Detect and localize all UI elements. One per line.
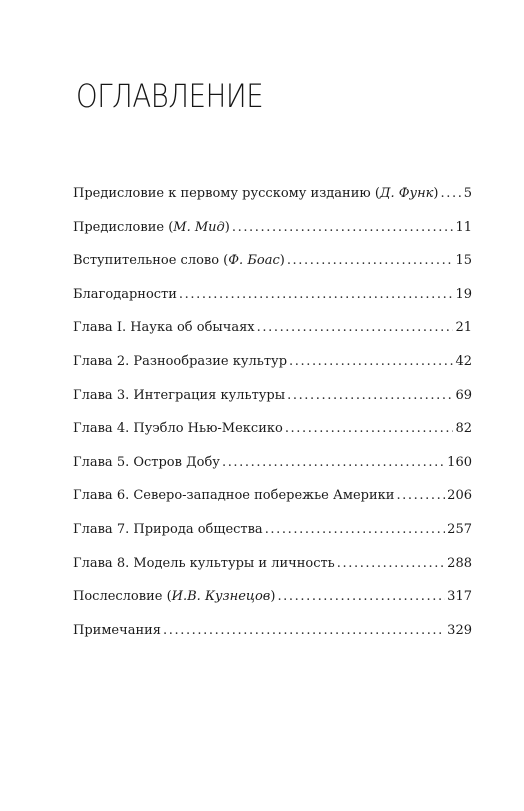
toc-title-text: Послесловие ( [73, 589, 172, 605]
toc-title-text: Вступительное слово ( [73, 253, 229, 269]
toc-author: И.В. Кузнецов [171, 589, 271, 605]
toc-entry-acknowledgements [73, 285, 472, 319]
toc-page-number: 19 [455, 286, 472, 302]
toc-entry-title [73, 218, 230, 238]
dot-leader [287, 251, 454, 271]
toc-title-suffix: ) [279, 253, 285, 269]
dot-leader [222, 453, 445, 473]
toc-page-number: 5 [463, 186, 472, 201]
toc-page-number: 206 [447, 488, 472, 504]
toc-title-text: Предисловие к первому русскому изданию ( [73, 186, 380, 201]
toc-entry-chapter-5 [73, 453, 472, 487]
toc-entry-title [73, 621, 161, 641]
toc-page-number: 42 [455, 353, 472, 369]
toc-entry-foreword-first-russian-edition [73, 184, 472, 218]
toc-entry-title [73, 486, 394, 506]
dot-leader [337, 554, 445, 574]
table-of-contents [73, 184, 472, 654]
toc-entry-chapter-7 [73, 520, 472, 554]
toc-title-text: Примечания [73, 622, 162, 638]
toc-entry-title [73, 184, 439, 204]
toc-entry-chapter-8 [73, 554, 472, 588]
toc-title-text: Глава 4. Пуэбло Нью-Мексико [73, 421, 283, 437]
toc-title-suffix: ) [433, 186, 439, 201]
toc-page-number: 11 [455, 219, 472, 235]
toc-page-number: 288 [447, 555, 472, 571]
toc-entry-title [73, 520, 263, 540]
toc-entry-title [73, 251, 285, 271]
dot-leader [277, 587, 445, 607]
dot-leader [179, 285, 454, 305]
toc-title-text: Глава 8. Модель культуры и личность [73, 555, 335, 571]
toc-entry-afterword-kuznetsov [73, 587, 472, 621]
dot-leader [289, 352, 453, 372]
toc-author: Д. Функ [379, 186, 434, 201]
toc-entry-chapter-6 [73, 486, 472, 520]
dot-leader [232, 218, 454, 238]
toc-entry-chapter-2 [73, 352, 472, 386]
toc-title-text: Глава 2. Разнообразие культур [73, 353, 288, 369]
toc-page-number: 317 [447, 589, 472, 605]
toc-entry-introduction-boas [73, 251, 472, 285]
dot-leader [441, 184, 462, 204]
toc-title-text: Предисловие ( [73, 219, 174, 235]
toc-entry-title [73, 318, 255, 338]
toc-entry-title [73, 554, 335, 574]
toc-entry-title [73, 419, 283, 439]
toc-entry-title [73, 587, 275, 607]
toc-page-number: 69 [455, 387, 472, 403]
toc-title-text: Глава 3. Интеграция культуры [73, 387, 286, 403]
dot-leader [396, 486, 445, 506]
toc-title-suffix: ) [270, 589, 276, 605]
toc-entry-title [73, 453, 220, 473]
toc-page-number: 257 [447, 521, 472, 537]
dot-leader [265, 520, 445, 540]
toc-title-text: Глава I. Наука об обычаях [73, 320, 255, 336]
toc-page-number: 329 [447, 622, 472, 638]
toc-page-number: 15 [455, 253, 472, 269]
dot-leader [285, 419, 454, 439]
toc-title-text: Глава 7. Природа общества [73, 521, 263, 537]
toc-title-text: Глава 6. Северо-западное побережье Америки [73, 488, 395, 504]
toc-entry-title [73, 386, 285, 406]
toc-entry-title [73, 352, 287, 372]
toc-entry-title [73, 285, 177, 305]
toc-author: Ф. Боас [228, 253, 280, 269]
toc-page-number: 82 [455, 421, 472, 437]
toc-page-number: 160 [447, 454, 472, 470]
toc-author: М. Мид [173, 219, 225, 235]
toc-entry-chapter-4 [73, 419, 472, 453]
toc-title-suffix: ) [224, 219, 230, 235]
toc-page-number: 21 [455, 320, 472, 336]
dot-leader [257, 318, 454, 338]
toc-entry-chapter-1 [73, 318, 472, 352]
dot-leader [287, 386, 453, 406]
toc-entry-chapter-3 [73, 386, 472, 420]
toc-title-text: Благодарности [73, 286, 177, 302]
page-title: ОГЛАВЛЕНИЕ [76, 77, 264, 115]
toc-entry-notes [73, 621, 472, 655]
toc-entry-foreword-mead [73, 218, 472, 252]
toc-title-text: Глава 5. Остров Добу [73, 454, 220, 470]
dot-leader [163, 621, 445, 641]
